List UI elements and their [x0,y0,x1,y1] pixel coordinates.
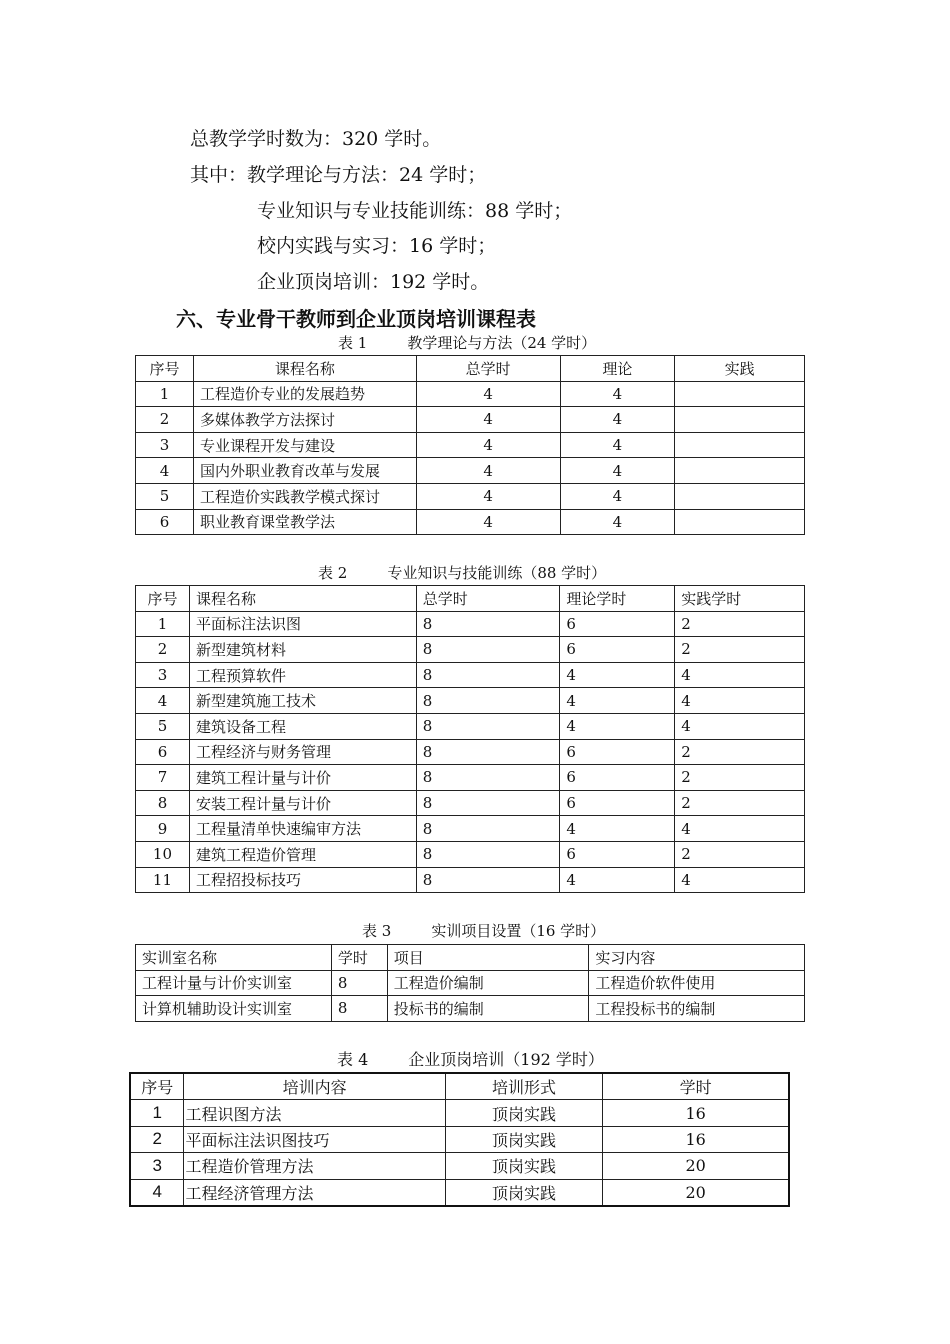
table-cell: 6 [136,509,194,535]
table-row [130,1153,789,1179]
table-cell: 顶岗实践 [445,1100,603,1126]
table-cell: 6 [136,739,190,765]
table-cell [675,458,805,484]
table-cell: 2 [130,1126,184,1152]
table4-header-cell: 学时 [603,1073,789,1100]
table-cell: 8 [416,713,560,739]
table-cell: 3 [130,1153,184,1179]
table2-header-cell: 总学时 [416,586,560,612]
table-cell [675,432,805,458]
table-cell: 工程造价编制 [387,970,589,996]
table-cell: 2 [136,407,194,433]
table-cell: 工程识图方法 [184,1100,445,1126]
table-cell: 20 [603,1179,789,1206]
table-cell: 工程造价软件使用 [589,970,805,996]
summary-line-3: 校内实践与实习：16 学时； [257,235,497,257]
table-cell: 4 [416,407,560,433]
table-row [136,970,805,996]
table-cell: 16 [603,1100,789,1126]
table-cell: 2 [675,790,805,816]
table-cell: 8 [416,765,560,791]
table-cell: 新型建筑材料 [189,637,416,663]
table-cell: 6 [560,637,675,663]
table-cell: 国内外职业教育改革与发展 [193,458,416,484]
table-row [136,458,805,484]
table1-caption-title: 教学理论与方法（24 学时） [407,334,597,352]
table-row [136,841,805,867]
table4-header-row [130,1073,789,1100]
table-cell: 2 [675,739,805,765]
table2 [135,585,805,893]
table-cell: 8 [416,688,560,714]
table-cell: 计算机辅助设计实训室 [136,996,332,1022]
table-cell: 工程造价实践教学模式探讨 [193,483,416,509]
table-cell: 4 [675,688,805,714]
table2-header-cell: 课程名称 [189,586,416,612]
table-cell: 4 [560,867,675,893]
table-cell: 专业课程开发与建设 [193,432,416,458]
table1-header-cell: 理论 [560,356,675,382]
table3-header-cell: 学时 [331,945,387,971]
table-cell: 4 [560,816,675,842]
table-cell: 顶岗实践 [445,1179,603,1206]
table-row [136,816,805,842]
table1-header-cell: 序号 [136,356,194,382]
table-cell: 平面标注法识图 [189,611,416,637]
table-cell: 2 [675,611,805,637]
table-cell: 4 [560,458,675,484]
table-row [130,1179,789,1206]
table-cell: 4 [416,458,560,484]
table-cell: 4 [560,713,675,739]
table2-caption [318,562,606,583]
table-cell [675,407,805,433]
table-cell: 安装工程计量与计价 [189,790,416,816]
table-row [130,1126,789,1152]
table-row [136,996,805,1022]
table-cell: 建筑工程造价管理 [189,841,416,867]
table-row [136,483,805,509]
table-cell: 顶岗实践 [445,1126,603,1152]
table-cell: 4 [675,713,805,739]
table4-caption-number: 表 4 [337,1050,369,1069]
table-cell: 6 [560,611,675,637]
table-cell: 工程预算软件 [189,662,416,688]
table-cell: 平面标注法识图技巧 [184,1126,445,1152]
table2-caption-title: 专业知识与技能训练（88 学时） [387,564,607,582]
table1-caption-number: 表 1 [338,334,368,352]
table-cell: 7 [136,765,190,791]
summary-line-2: 专业知识与专业技能训练：88 学时； [257,200,573,222]
table4-header-cell: 序号 [130,1073,184,1100]
table-cell: 4 [416,509,560,535]
table-cell [675,483,805,509]
table-cell: 20 [603,1153,789,1179]
table1-header-cell: 实践 [675,356,805,382]
table3-caption [362,920,605,941]
table-row [136,739,805,765]
table-cell: 投标书的编制 [387,996,589,1022]
table1 [135,355,805,535]
table-cell: 8 [416,637,560,663]
table-cell: 2 [675,637,805,663]
table-cell: 4 [130,1179,184,1206]
table-cell: 8 [416,739,560,765]
table-cell: 5 [136,483,194,509]
table-cell: 4 [675,867,805,893]
table-cell: 4 [675,662,805,688]
table-cell: 11 [136,867,190,893]
table3-header-cell: 实训室名称 [136,945,332,971]
table-cell [675,381,805,407]
table-cell: 6 [560,739,675,765]
table-cell: 5 [136,713,190,739]
table4-caption [337,1047,604,1070]
summary-total: 总教学学时数为：320 学时。 [190,128,442,150]
table-cell: 工程造价管理方法 [184,1153,445,1179]
table-cell: 4 [560,432,675,458]
table-cell: 8 [416,790,560,816]
table-cell: 8 [331,970,387,996]
table4-header-cell: 培训形式 [445,1073,603,1100]
table-cell: 4 [416,381,560,407]
table-cell: 工程计量与计价实训室 [136,970,332,996]
table-cell: 4 [560,688,675,714]
table-row [136,432,805,458]
table-cell: 3 [136,662,190,688]
table-cell: 4 [560,381,675,407]
table-row [130,1100,789,1126]
table-cell: 3 [136,432,194,458]
table3-caption-number: 表 3 [362,922,392,940]
table-cell: 9 [136,816,190,842]
table-row [136,509,805,535]
table-cell: 8 [331,996,387,1022]
table-cell: 建筑设备工程 [189,713,416,739]
table-cell: 8 [136,790,190,816]
table1-header-cell: 课程名称 [193,356,416,382]
table-cell: 4 [560,662,675,688]
table-row [136,713,805,739]
summary-line-4: 企业顶岗培训：192 学时。 [257,271,490,293]
table3-header-cell: 项目 [387,945,589,971]
table-cell: 工程经济管理方法 [184,1179,445,1206]
table2-caption-number: 表 2 [318,564,348,582]
table-cell: 4 [136,458,194,484]
table1-header-cell: 总学时 [416,356,560,382]
table-row [136,790,805,816]
table1-header-row [136,356,805,382]
table2-header-cell: 理论学时 [560,586,675,612]
table2-header-row [136,586,805,612]
summary-line-1: 其中：教学理论与方法：24 学时； [190,164,487,186]
table-cell: 6 [560,790,675,816]
table-cell: 16 [603,1126,789,1152]
table-row [136,688,805,714]
table3-caption-title: 实训项目设置（16 学时） [431,922,606,940]
table-cell: 4 [136,688,190,714]
table-cell: 新型建筑施工技术 [189,688,416,714]
table-cell: 8 [416,611,560,637]
table4 [129,1072,790,1207]
table-row [136,381,805,407]
table-cell: 8 [416,816,560,842]
table-row [136,765,805,791]
table-cell: 顶岗实践 [445,1153,603,1179]
table-cell: 2 [136,637,190,663]
table-row [136,662,805,688]
table-cell: 1 [136,611,190,637]
table1-caption [338,332,596,353]
table2-header-cell: 序号 [136,586,190,612]
section-heading: 六、专业骨干教师到企业顶岗培训课程表 [176,307,536,331]
table-cell: 4 [416,483,560,509]
table-row [136,407,805,433]
table2-header-cell: 实践学时 [675,586,805,612]
table-cell: 4 [560,483,675,509]
table-cell: 4 [416,432,560,458]
table-cell: 工程造价专业的发展趋势 [193,381,416,407]
table-cell: 4 [560,407,675,433]
table-cell: 4 [560,509,675,535]
table-cell: 1 [136,381,194,407]
table-cell: 8 [416,867,560,893]
table-cell: 职业教育课堂教学法 [193,509,416,535]
table-cell: 建筑工程计量与计价 [189,765,416,791]
table-row [136,867,805,893]
table-row [136,611,805,637]
table-cell: 8 [416,662,560,688]
table-cell: 4 [675,816,805,842]
table3-header-cell: 实习内容 [589,945,805,971]
table-cell: 工程投标书的编制 [589,996,805,1022]
table-cell: 8 [416,841,560,867]
table-cell: 工程招投标技巧 [189,867,416,893]
table3 [135,944,805,1022]
table-cell: 2 [675,841,805,867]
table4-caption-title: 企业顶岗培训（192 学时） [408,1050,604,1069]
table-cell: 2 [675,765,805,791]
table-cell: 6 [560,765,675,791]
table-cell: 10 [136,841,190,867]
table-cell: 工程经济与财务管理 [189,739,416,765]
table3-header-row [136,945,805,971]
table-cell: 6 [560,841,675,867]
table-cell: 1 [130,1100,184,1126]
table-cell [675,509,805,535]
table4-header-cell: 培训内容 [184,1073,445,1100]
table-cell: 工程量清单快速编审方法 [189,816,416,842]
table-row [136,637,805,663]
table-cell: 多媒体教学方法探讨 [193,407,416,433]
